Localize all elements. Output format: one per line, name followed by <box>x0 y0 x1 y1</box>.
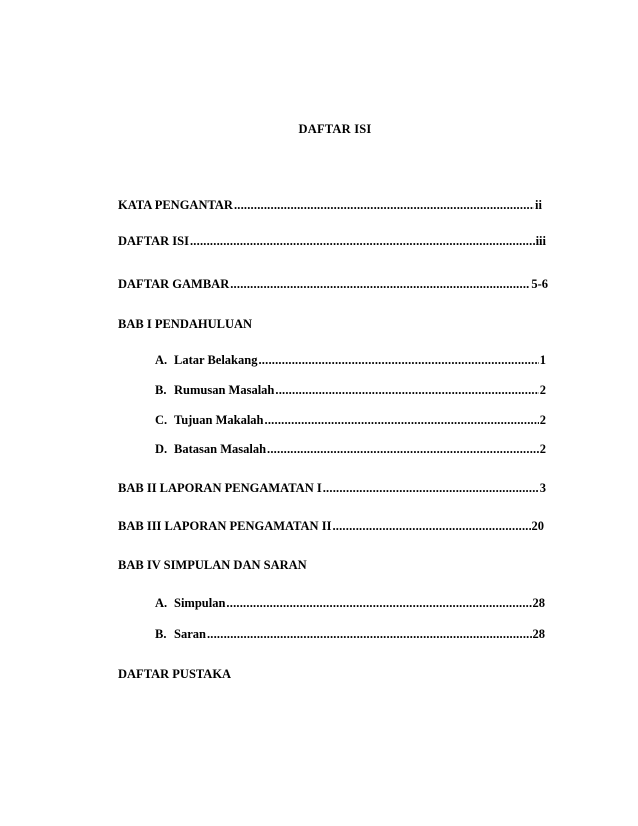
toc-entry-tujuan-makalah <box>155 412 546 428</box>
dot-leader <box>265 412 539 428</box>
toc-entry-label: Rumusan Masalah <box>174 383 275 397</box>
dot-leader <box>323 480 539 496</box>
toc-entry-bab-ii <box>118 480 546 496</box>
toc-page-number: 20 <box>531 519 544 533</box>
toc-entry-prefix: A. <box>155 353 168 367</box>
toc-entry-daftar-isi <box>118 233 546 249</box>
toc-entry-prefix: A. <box>155 596 168 610</box>
toc-entry-prefix: D. <box>155 442 168 456</box>
toc-entry-bab-iii <box>118 518 544 534</box>
toc-chapter-heading: BAB I PENDAHULUAN <box>118 317 253 331</box>
dot-leader <box>190 233 535 249</box>
toc-page-number: 2 <box>539 383 546 397</box>
dot-leader <box>332 518 530 534</box>
toc-entry-label: Batasan Masalah <box>174 442 267 456</box>
toc-entry-label: Simpulan <box>174 596 226 610</box>
toc-entry-label: BAB II LAPORAN PENGAMATAN I <box>118 481 322 495</box>
toc-entry-simpulan <box>155 595 545 611</box>
toc-entry-daftar-gambar <box>118 276 548 292</box>
toc-entry-prefix: C. <box>155 413 168 427</box>
page-title: DAFTAR ISI <box>298 122 372 136</box>
toc-entry-saran <box>155 626 545 642</box>
toc-entry-label: BAB III LAPORAN PENGAMATAN II <box>118 519 332 533</box>
toc-page-number: iii <box>535 234 546 248</box>
toc-entry-kata-pengantar <box>118 197 542 213</box>
toc-page-number: 3 <box>539 481 546 495</box>
dot-leader <box>258 352 538 368</box>
dot-leader <box>234 197 534 213</box>
toc-page-number: 1 <box>539 353 546 367</box>
toc-page-number: 28 <box>532 596 545 610</box>
dot-leader <box>275 382 538 398</box>
toc-entry-label: KATA PENGANTAR <box>118 198 233 212</box>
toc-entry-rumusan-masalah <box>155 382 546 398</box>
dot-leader <box>267 441 539 457</box>
toc-entry-label: DAFTAR GAMBAR <box>118 277 230 291</box>
toc-page-number: 2 <box>539 442 546 456</box>
toc-entry-latar-belakang <box>155 352 546 368</box>
toc-entry-prefix: B. <box>155 383 167 397</box>
toc-page-number: 5-6 <box>531 277 548 291</box>
dot-leader <box>230 276 530 292</box>
dot-leader <box>207 626 532 642</box>
toc-entry-label: Saran <box>174 627 206 641</box>
dot-leader <box>226 595 531 611</box>
toc-entry-daftar-pustaka: DAFTAR PUSTAKA <box>118 667 232 681</box>
toc-entry-label: Latar Belakang <box>174 353 258 367</box>
toc-entry-label: Tujuan Makalah <box>174 413 264 427</box>
toc-chapter-heading: BAB IV SIMPULAN DAN SARAN <box>118 558 307 572</box>
toc-page-number: 28 <box>532 627 545 641</box>
toc-page-number: ii <box>535 198 542 212</box>
toc-entry-prefix: B. <box>155 627 167 641</box>
toc-page-number: 2 <box>539 413 546 427</box>
toc-entry-label: DAFTAR ISI <box>118 234 189 248</box>
toc-entry-batasan-masalah <box>155 441 546 457</box>
